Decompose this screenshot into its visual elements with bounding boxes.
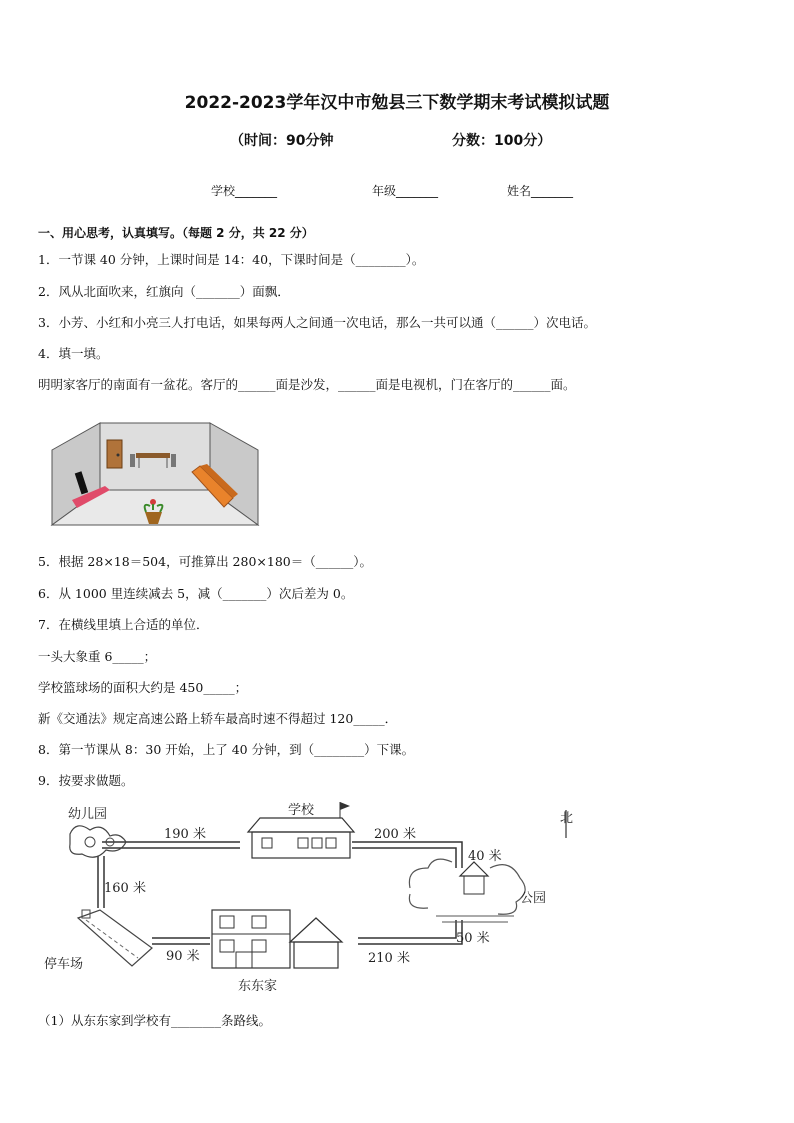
question-7-a: 一头大象重 6_____； bbox=[38, 649, 157, 664]
school-label: 学校 bbox=[288, 803, 315, 818]
exam-time: （时间：90分钟 bbox=[230, 133, 334, 149]
distance-210: 210 米 bbox=[368, 951, 410, 966]
section-heading: 一、用心思考，认真填写。（每题 2 分，共 22 分） bbox=[38, 226, 314, 240]
parking-label: 停车场 bbox=[44, 957, 84, 972]
question-6: 6．从 1000 里连续减去 5，减（_______）次后差为 0。 bbox=[38, 586, 354, 601]
question-4-text: 明明家客厅的南面有一盆花。客厅的______面是沙发，______面是电视机，门在客厅的______面。 bbox=[38, 377, 576, 392]
question-1: 1．一节课 40 分钟，上课时间是 14：40，下课时间是（________）。 bbox=[38, 252, 425, 267]
question-4: 4．填一填。 bbox=[38, 346, 109, 361]
question-9: 9．按要求做题。 bbox=[38, 773, 134, 788]
question-5: 5．根据 28×18＝504，可推算出 280×180＝（______）。 bbox=[38, 554, 372, 569]
question-7-c: 新《交通法》规定高速公路上轿车最高时速不得超过 120_____． bbox=[38, 711, 398, 726]
living-room-figure bbox=[50, 420, 260, 530]
name-field: 姓名_______ bbox=[507, 184, 574, 198]
route-map bbox=[40, 798, 600, 998]
question-2: 2．风从北面吹来，红旗向（_______）面飘． bbox=[38, 284, 290, 299]
question-7: 7．在横线里填上合适的单位． bbox=[38, 617, 209, 632]
north-label: 北 bbox=[560, 811, 574, 826]
question-9-1: （1）从东东家到学校有________条路线。 bbox=[38, 1013, 271, 1028]
home-label: 东东家 bbox=[238, 979, 278, 994]
question-3: 3．小芳、小红和小亮三人打电话，如果每两人之间通一次电话，那么一共可以通（______）次电话。 bbox=[38, 315, 596, 330]
distance-40: 40 米 bbox=[468, 849, 502, 864]
school-field: 学校_______ bbox=[211, 184, 278, 198]
question-7-b: 学校篮球场的面积大约是 450_____； bbox=[38, 680, 248, 695]
page-title: 2022-2023学年汉中市勉县三下数学期末考试模拟试题 bbox=[184, 93, 610, 113]
distance-160: 160 米 bbox=[104, 881, 146, 896]
park-label: 公园 bbox=[520, 891, 547, 906]
question-8: 8．第一节课从 8：30 开始，上了 40 分钟，到（________）下课。 bbox=[38, 742, 415, 757]
exam-score: 分数：100分） bbox=[452, 133, 552, 149]
distance-90: 90 米 bbox=[166, 949, 200, 964]
kindergarten-label: 幼儿园 bbox=[68, 807, 108, 822]
distance-190: 190 米 bbox=[164, 827, 206, 842]
grade-field: 年级_______ bbox=[372, 184, 439, 198]
distance-50: 50 米 bbox=[456, 931, 490, 946]
distance-200: 200 米 bbox=[374, 827, 416, 842]
